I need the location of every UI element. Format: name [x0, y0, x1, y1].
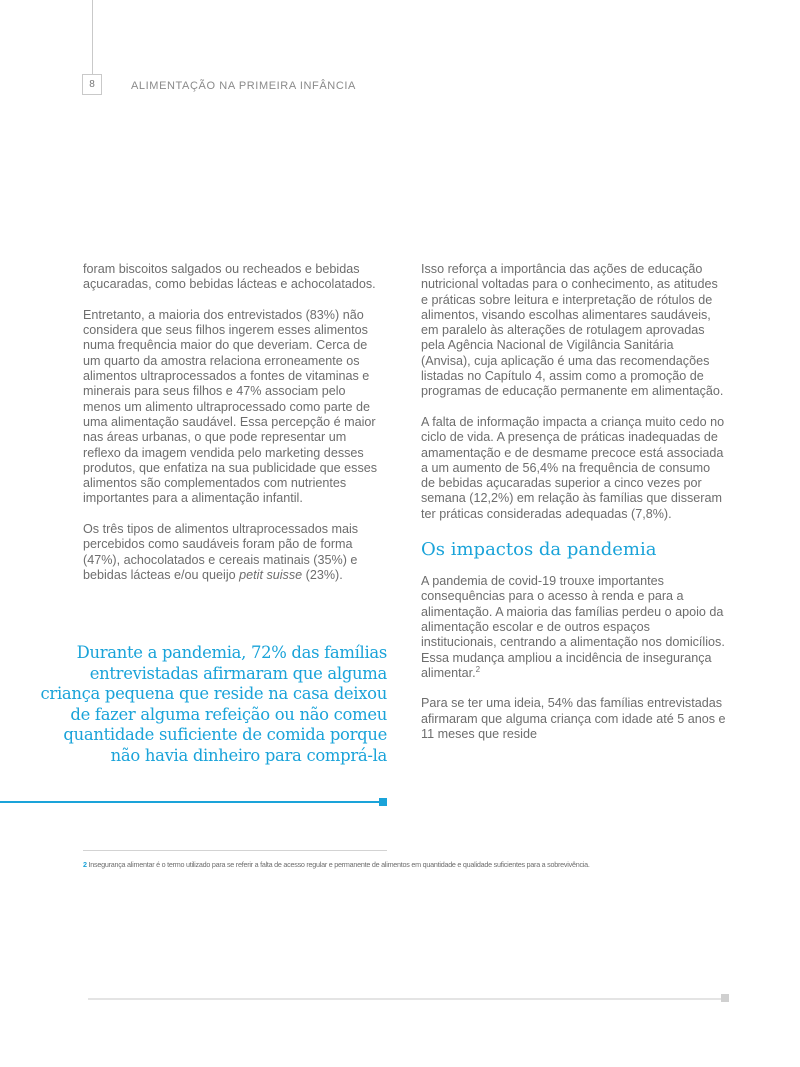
pull-quote: Durante a pandemia, 72% das famílias entrevistadas afirmaram que alguma criança pequena que reside na casa deixou de fazer alguma refeição ou não comeu quantidade suficiente de comida porque não havia dinheiro para comprá-la [40, 643, 387, 765]
footnote-reference: 2 [475, 664, 481, 674]
right-paragraph-1: Isso reforça a importância das ações de educação nutricional voltadas para o conhecimento, as atitudes e práticas sobre leitura e interpretação de rótulos de alimentos, visando escolhas alimentares saudáveis, em paralelo às alterações de rotulagem aprovadas pela Agência Nacional de Vigilância Sanitária (Anvisa), cuja aplicação é uma das recomendações listadas no Capítulo 4, assim como a promoção de programas de educação permanente em alimentação. [421, 262, 724, 399]
right-paragraph-3 [421, 574, 726, 681]
right-paragraph-2: A falta de informação impacta a criança muito cedo no ciclo de vida. A presença de práticas inadequadas de amamentação e de desmame precoce está associada a um aumento de 56,4% na frequência de consumo de bebidas açucaradas superior a cinco vezes por semana (12,2%) em relação às famílias que disseram ter práticas consideradas adequadas (7,8%). [421, 414, 725, 521]
left-paragraph-2: Entretanto, a maioria dos entrevistados (83%) não considera que seus filhos ingerem esses alimentos numa frequência maior do que deveriam. Cerca de um quarto da amostra relaciona erroneamente os alimentos ultraprocessados a fontes de vitaminas e minerais para seus filhos e 47% associam pelo menos um alimento ultraprocessado como parte de uma alimentação saudável. Essa percepção é maior nas áreas urbanas, o que pode representar um reflexo da imagem vendida pelo marketing desses produtos, que enfatiza na sua publicidade que esses alimentos são complementados com nutrientes importantes para a alimentação infantil. [83, 307, 378, 506]
left-column [83, 262, 386, 599]
right-paragraph-3-text: A pandemia de covid-19 trouxe importantes consequências para o acesso à renda e para a alimentação. A maioria das famílias perdeu o apoio da alimentação escolar e de outros espaços institucionais, centrando a alimentação nos domicílios. Essa mudança ampliou a incidência de insegurança alimentar. [421, 574, 725, 680]
footnote-rule [83, 850, 387, 851]
footnote-text: Insegurança alimentar é o termo utilizado para se referir a falta de acesso regular e permanente de alimentos em quantidade e qualidade suficientes para a sobrevivência. [86, 860, 590, 869]
footnote [83, 860, 763, 869]
left-paragraph-3-end: (23%). [302, 567, 343, 582]
pull-quote-rule [0, 801, 380, 803]
left-paragraph-1: foram biscoitos salgados ou recheados e bebidas açucaradas, como bebidas lácteas e achocolatados. [83, 262, 376, 292]
footnote-marker: 2 [83, 860, 87, 869]
right-column [421, 262, 726, 758]
page-number: 8 [82, 74, 102, 95]
page-footer-line [88, 998, 724, 1000]
right-paragraph-4: Para se ter uma ideia, 54% das famílias entrevistadas afirmaram que alguma criança com idade até 5 anos e 11 meses que reside [421, 696, 726, 742]
left-paragraph-3 [83, 522, 386, 583]
header-vertical-line [92, 0, 93, 74]
page-footer-square [721, 994, 729, 1002]
section-title: Os impactos da pandemia [421, 539, 657, 561]
pull-quote-square-marker [379, 798, 387, 806]
left-paragraph-3-text: Os três tipos de alimentos ultraprocessados mais percebidos como saudáveis foram pão de forma (47%), achocolatados e cereais matinais (35%) e bebidas lácteas e/ou queijo [83, 522, 359, 582]
petit-suisse-italic: petit suisse [239, 567, 303, 582]
running-head: ALIMENTAÇÃO NA PRIMEIRA INFÂNCIA [131, 80, 356, 92]
